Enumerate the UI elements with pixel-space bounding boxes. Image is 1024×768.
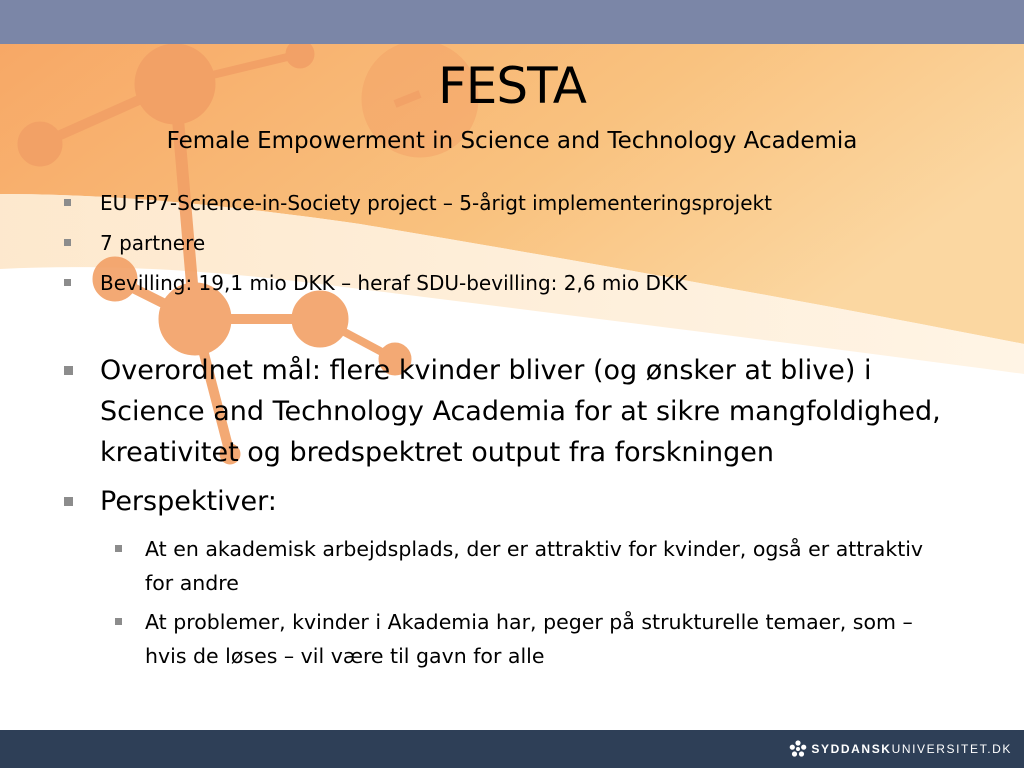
bullet-item (100, 350, 970, 473)
bullet-item (100, 269, 980, 297)
square-bullet-icon (64, 497, 73, 506)
bullet-text: Bevilling: 19,1 mio DKK – heraf SDU-bevilling: 2,6 mio DKK (100, 271, 688, 295)
square-bullet-icon (64, 279, 71, 286)
slide-title: FESTA (438, 57, 586, 115)
star-leaf-icon (789, 740, 807, 758)
top-bar (0, 0, 1024, 44)
sub-bullet-item (145, 605, 945, 673)
square-bullet-icon (115, 618, 122, 625)
bullet-item (100, 229, 980, 257)
sub-bullet-text: At problemer, kvinder i Akademia har, peger på strukturelle temaer, som – hvis de løses – vil være til gavn for alle (145, 610, 913, 668)
logo-text-light: UNIVERSITET.DK (891, 742, 1012, 756)
sub-bullet-text: At en akademisk arbejdsplads, der er attraktiv for kvinder, også er attraktiv for andre (145, 537, 924, 595)
bullet-text: EU FP7-Science-in-Society project – 5-årigt implementeringsprojekt (100, 191, 772, 215)
square-bullet-icon (64, 199, 71, 206)
square-bullet-icon (64, 239, 71, 246)
sub-bullet-item (145, 532, 945, 600)
bullet-item (100, 189, 980, 217)
bullet-text: 7 partnere (100, 231, 206, 255)
slide-subtitle: Female Empowerment in Science and Technology Academia (166, 128, 858, 154)
square-bullet-icon (64, 366, 73, 375)
logo-text-bold: SYDDANSK (811, 742, 892, 756)
bullet-item (100, 481, 970, 522)
bullet-text: Overordnet mål: flere kvinder bliver (og ønsker at blive) i Science and Technology Academia for at sikre mangfoldighed, kreativitet og bredspektret output fra forskningen (100, 355, 941, 468)
university-logo (789, 738, 1012, 760)
square-bullet-icon (115, 545, 122, 552)
bullet-text: Perspektiver: (100, 486, 277, 517)
